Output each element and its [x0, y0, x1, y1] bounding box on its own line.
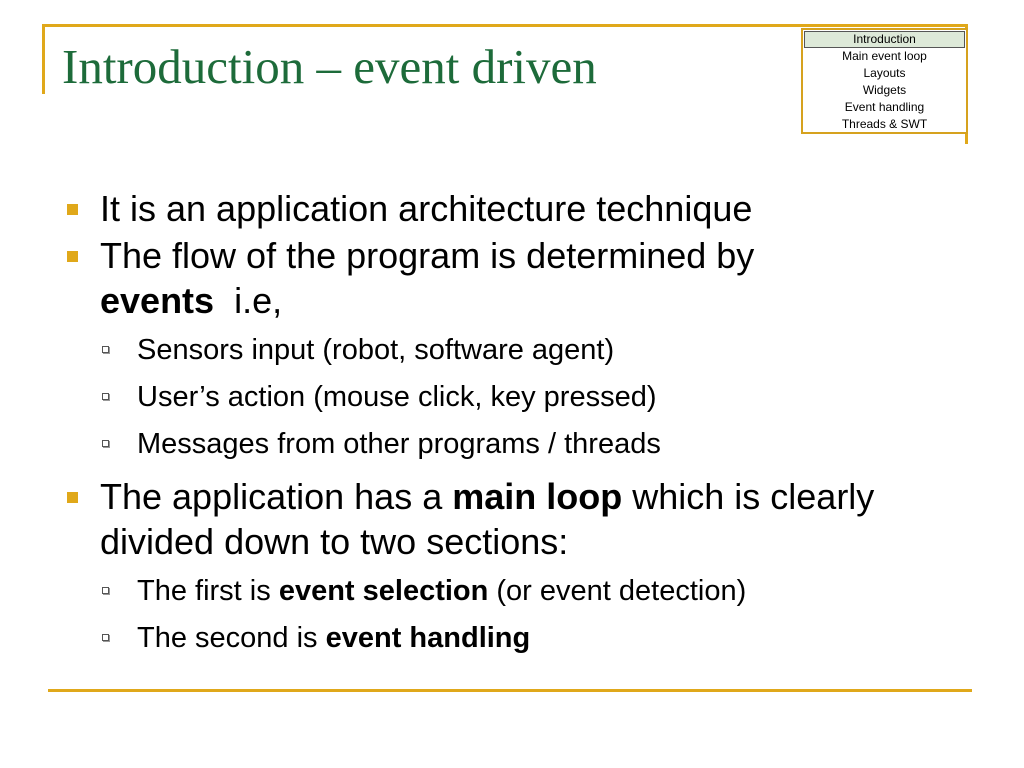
bullet-text: The application has a	[100, 476, 453, 517]
sub-bullet-event-handling	[62, 621, 982, 656]
square-bullet-icon	[67, 204, 78, 215]
nav-item-main-event-loop[interactable]: Main event loop	[842, 49, 927, 63]
section-nav	[801, 28, 968, 134]
sub-bullet-text: Messages from other programs / threads	[137, 428, 661, 460]
bullet-bold-text: events	[100, 280, 215, 321]
hollow-square-bullet-icon	[102, 634, 109, 641]
bullet-program-flow	[62, 233, 982, 323]
frame-top-line	[42, 24, 968, 27]
square-bullet-icon	[67, 492, 78, 503]
nav-item-event-handling[interactable]: Event handling	[844, 100, 925, 114]
footer-divider	[48, 689, 972, 692]
hollow-square-bullet-icon	[102, 346, 109, 353]
nav-item-threads-swt[interactable]: Threads & SWT	[841, 117, 928, 131]
nav-item-introduction[interactable]: Introduction	[804, 31, 965, 48]
slide-body	[62, 186, 982, 668]
hollow-square-bullet-icon	[102, 393, 109, 400]
hollow-square-bullet-icon	[102, 440, 109, 447]
bullet-main-loop	[62, 474, 982, 564]
bullet-text: i.e,	[214, 280, 283, 321]
bullet-text: The flow of the program is determined by	[100, 235, 755, 276]
sub-bullet-bold-text: event handling	[325, 622, 531, 654]
sub-bullet-event-selection	[62, 574, 982, 609]
sub-bullet-sensors	[62, 333, 982, 368]
bullet-bold-text: main loop	[452, 476, 623, 517]
bullet-architecture	[62, 186, 982, 231]
sub-bullet-text: The second is	[137, 622, 326, 654]
nav-item-layouts[interactable]: Layouts	[863, 66, 906, 80]
sub-bullet-messages	[62, 427, 982, 462]
bullet-text: which is clearly divided down to two sections:	[100, 476, 875, 562]
sub-bullet-text: Sensors input (robot, software agent)	[137, 334, 615, 366]
sub-bullet-bold-text: event selection	[278, 575, 489, 607]
sub-bullet-user-action	[62, 380, 982, 415]
sub-bullet-text: The first is	[137, 575, 279, 607]
hollow-square-bullet-icon	[102, 587, 109, 594]
bullet-text: It is an application architecture technique	[100, 188, 753, 229]
frame-left-line	[42, 24, 45, 94]
slide-title: Introduction – event driven	[62, 39, 597, 94]
sub-bullet-text: User’s action (mouse click, key pressed)	[137, 381, 657, 413]
sub-bullet-text: (or event detection)	[488, 575, 747, 607]
square-bullet-icon	[67, 251, 78, 262]
nav-item-widgets[interactable]: Widgets	[862, 83, 907, 97]
